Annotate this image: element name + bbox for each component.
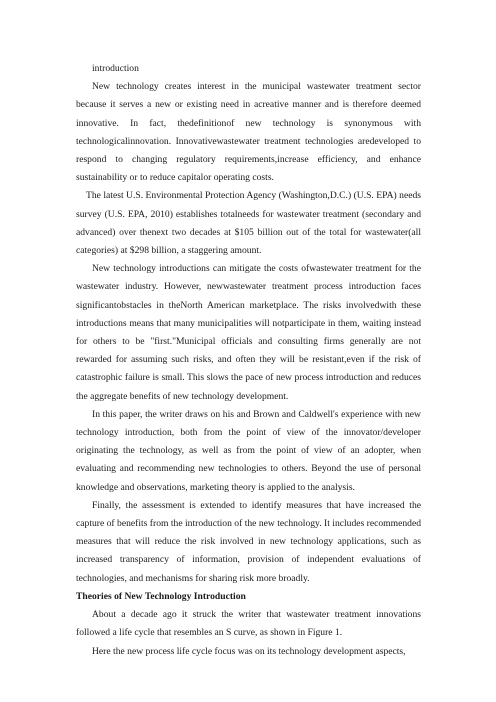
document-page	[76, 60, 421, 661]
paragraph-this-paper: In this paper, the writer draws on his and Brown and Caldwell's experience with new technology introduction, both from the point of view of the innovator/developer originating the technology, as well as from the point of view of an adopter, when evaluating and recommending new technologies to others. Beyond the use of personal knowledge and observations, marketing theory is applied to the analysis.	[76, 408, 421, 493]
intro-label: introduction	[92, 63, 139, 74]
paragraph-mitigate-costs: New technology introductions can mitigate the costs ofwastewater treatment for the wastewater industry. However, newwastewater treatment process introduction faces significantobstacles in theNorth American marketplace. The risks involvedwith these introductions means that many municipalities will notparticipate in them, waiting instead for others to be "first."Municipal officials and consulting firms generally are not rewarded for assuming such risks, and often they will be resistant,even if the risk of catastrophic failure is small. This slows the pace of new process introduction and reduces the aggregate benefits of new technology development.	[76, 263, 421, 402]
paragraph-finally: Finally, the assessment is extended to identify measures that have increased the capture of benefits from the introduction of the new technology. It includes recommended measures that will reduce the risk involved in new technology applications, such as increased transparency of information, provision of independent evaluations of technologies, and mechanisms for sharing risk more broadly.	[76, 499, 421, 584]
paragraph-life-cycle: Here the new process life cycle focus was on its technology development aspects,	[92, 645, 406, 657]
paragraph-new-technology: New technology creates interest in the municipal wastewater treatment sector because it serves a new or existing need in acreative manner and is therefore deemed innovative. In fact, thedefinitionof new technology is synonymous with technologicalinnovation. Innovativewastewater treatment technologies aredeveloped to respond to changing regulatory requirements,increase efficiency, and enhance sustainability or to reduce capitalor operating costs.	[76, 81, 421, 184]
section-heading: Theories of New Technology Introduction	[76, 590, 246, 602]
paragraph-decade-ago: About a decade ago it struck the writer that wastewater treatment innovations followed a life cycle that resembles an S curve, as shown in Figure 1.	[76, 609, 421, 639]
paragraph-epa-survey: The latest U.S. Environmental Protection Agency (Washington,D.C.) (U.S. EPA) needs survey (U.S. EPA, 2010) establishes totalneeds for wastewater treatment (secondary and advanced) over thenext two decades at $105 billion out of the total for wastewater(all categories) at $298 billion, a staggering amount.	[76, 190, 421, 257]
